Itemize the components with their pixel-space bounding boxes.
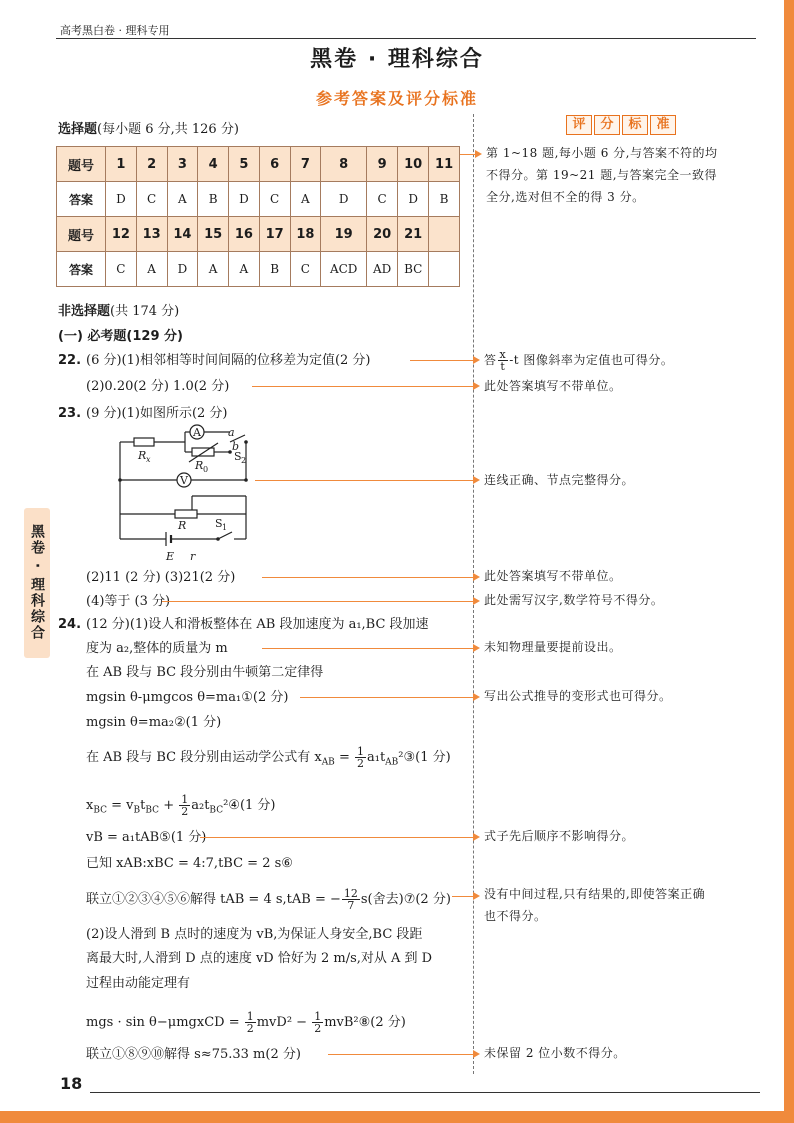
callout-arrow — [452, 896, 478, 897]
running-header — [56, 20, 756, 39]
q24-line9: 已知 xAB:xBC = 4:7,tBC = 2 s⑥ — [86, 856, 293, 871]
table-cell: AD — [367, 252, 398, 287]
q24-line6: 在 AB 段与 BC 段分别由运动学公式有 $x_{AB}$ = $\frac{1}{2}$ $a_1t_{AB}^2③(1$ 分) — [86, 745, 451, 770]
q24-line2: 度为 a₂,整体的质量为 m — [86, 641, 228, 656]
note-q24-process-2: 也不得分。 — [484, 909, 547, 923]
s2-subscript: 2 — [241, 456, 247, 465]
page-title: 黑卷 · 理科综合 — [310, 47, 484, 72]
callout-arrow — [162, 601, 478, 602]
right-edge-stripe — [784, 0, 794, 1123]
side-tab — [24, 508, 50, 658]
note-q23-wiring: 连线正确、节点完整得分。 — [484, 473, 635, 487]
fraction: $\frac{x}{t}$ — [499, 348, 507, 373]
table-cell: 6 — [259, 147, 290, 182]
table-cell: 21 — [398, 217, 429, 252]
q24-line11: (2)设人滑到 B 点时的速度为 vB,为保证人身安全,BC 段距 — [86, 927, 423, 942]
q24-line12: 离最大时,人滑到 D 点的速度 vD 恰好为 2 m/s,对从 A 到 D — [86, 951, 433, 966]
table-cell: A — [167, 182, 198, 217]
table-cell — [429, 252, 460, 287]
table-cell: C — [367, 182, 398, 217]
callout-arrow — [410, 360, 478, 361]
table-cell: 17 — [259, 217, 290, 252]
badge-char: 评 — [566, 115, 592, 135]
voltmeter-label: V — [180, 474, 188, 487]
callout-arrow — [328, 1054, 478, 1055]
switch-contact — [216, 537, 220, 541]
fraction: $\frac{1}{2}$ — [314, 1010, 322, 1035]
callout-arrow — [460, 154, 480, 155]
table-cell: 20 — [367, 217, 398, 252]
table-cell: 14 — [167, 217, 198, 252]
note-q24-forms: 写出公式推导的变形式也可得分。 — [484, 689, 672, 703]
switch-s1-blade — [218, 532, 232, 539]
table-cell: C — [290, 252, 321, 287]
q24-line7: $x_{BC} = v_Bt_{BC}$ + $\frac{1}{2}$ $a_2t_{BC}^2④(1$ 分) — [86, 793, 276, 818]
footer-rule — [90, 1092, 760, 1093]
internal-r-label: r — [190, 550, 196, 563]
note-choice-1: 第 1~18 题,每小题 6 分,与答案不符的均 — [486, 146, 718, 160]
table-cell: 11 — [429, 147, 460, 182]
table-cell: C — [136, 182, 167, 217]
table-cell: 7 — [290, 147, 321, 182]
table-cell: 4 — [198, 147, 229, 182]
junction-node — [118, 478, 122, 482]
row-label: 答案 — [57, 182, 106, 217]
table-cell: 12 — [106, 217, 137, 252]
rx-label: R — [138, 449, 147, 462]
table-cell: 9 — [367, 147, 398, 182]
row-label: 题号 — [57, 147, 106, 182]
question-number: 24. — [58, 617, 82, 632]
callout-arrow — [262, 577, 478, 578]
fraction: $\frac{1}{2}$ — [246, 1010, 254, 1035]
choice-heading: 选择题(每小题 6 分,共 126 分) — [58, 122, 239, 137]
junction-node — [244, 478, 248, 482]
q24-line10: 联立①②③④⑤⑥解得 tAB = 4 s,tAB = − $\frac{12}{7}$ s(舍去)⑦(2 分) — [86, 887, 451, 912]
fraction: $\frac{12}{7}$ — [343, 887, 358, 912]
q24-line15: 联立①⑧⑨⑩解得 s≈75.33 m(2 分) — [86, 1047, 301, 1062]
table-cell: A — [136, 252, 167, 287]
table-cell: 3 — [167, 147, 198, 182]
table-cell: B — [259, 252, 290, 287]
table-cell: D — [321, 182, 367, 217]
table-cell: D — [398, 182, 429, 217]
column-divider — [473, 114, 474, 1074]
r0-subscript: 0 — [203, 465, 209, 474]
row-label: 题号 — [57, 217, 106, 252]
table-cell: B — [429, 182, 460, 217]
terminal-b-label: b — [232, 440, 240, 453]
table-cell: D — [167, 252, 198, 287]
table-cell: C — [106, 252, 137, 287]
note-q22-units: 此处答案填写不带单位。 — [484, 379, 622, 393]
note-q23-units: 此处答案填写不带单位。 — [484, 569, 622, 583]
q24-line13: 过程由动能定理有 — [86, 976, 191, 991]
table-cell: 18 — [290, 217, 321, 252]
note-q24-process-1: 没有中间过程,只有结果的,即使答案正确 — [484, 887, 706, 901]
q22-line2: (2)0.20(2 分) 1.0(2 分) — [86, 379, 230, 394]
terminal-a-label: a — [228, 426, 235, 439]
q22-line1: (6 分)(1)相邻相等时间间隔的位移差为定值(2 分) — [86, 353, 371, 368]
table-row — [57, 217, 460, 252]
table-row — [57, 252, 460, 287]
switch-contact — [244, 440, 248, 444]
page-number: 18 — [60, 1074, 83, 1093]
ammeter-label: A — [193, 426, 201, 439]
answer-table — [56, 146, 460, 287]
table-cell: 2 — [136, 147, 167, 182]
q23-line2: (2)11 (2 分) (3)21(2 分) — [86, 570, 236, 585]
question-number: 22. — [58, 353, 82, 368]
q24-line8: vB = a₁tAB⑤(1 分) — [86, 830, 207, 845]
callout-arrow — [255, 480, 478, 481]
scoring-standard-badge — [566, 115, 676, 135]
callout-arrow — [262, 648, 478, 649]
row-label: 答案 — [57, 252, 106, 287]
side-tab-label: 黑卷 · 理科综合 — [29, 524, 45, 642]
table-cell: B — [198, 182, 229, 217]
table-cell: 13 — [136, 217, 167, 252]
table-cell: D — [106, 182, 137, 217]
table-cell: 15 — [198, 217, 229, 252]
running-title: 高考黑白卷 · 理科专用 — [60, 24, 170, 37]
r-label: R — [178, 519, 187, 532]
table-cell: A — [229, 252, 260, 287]
badge-char: 分 — [594, 115, 620, 135]
s2-label: S — [234, 450, 242, 463]
q24-line5: mgsin θ=ma₂②(1 分) — [86, 715, 222, 730]
callout-arrow — [252, 386, 478, 387]
table-cell: 1 — [106, 147, 137, 182]
rx-subscript: x — [146, 455, 151, 464]
note-choice-2: 不得分。第 19~21 题,与答案完全一致得 — [486, 168, 718, 182]
q24-line1: (12 分)(1)设人和滑板整体在 AB 段加速度为 a₁,BC 段加速 — [86, 617, 429, 632]
table-cell — [429, 217, 460, 252]
table-cell: A — [290, 182, 321, 217]
table-cell: A — [198, 252, 229, 287]
callout-arrow — [300, 697, 478, 698]
note-choice-3: 全分,选对但不全的得 3 分。 — [486, 190, 645, 204]
s1-subscript: 1 — [222, 523, 228, 532]
table-cell: ACD — [321, 252, 367, 287]
table-cell: 16 — [229, 217, 260, 252]
q23-line1: (9 分)(1)如图所示(2 分) — [86, 406, 228, 421]
table-cell: D — [229, 182, 260, 217]
page-subtitle: 参考答案及评分标准 — [315, 89, 478, 108]
badge-char: 标 — [622, 115, 648, 135]
circuit-diagram — [110, 424, 280, 564]
table-cell: C — [259, 182, 290, 217]
badge-char: 准 — [650, 115, 676, 135]
emf-label: E — [166, 550, 175, 563]
fraction: $\frac{1}{2}$ — [356, 745, 364, 770]
required-heading: (一) 必考题(129 分) — [58, 329, 183, 344]
note-q24-order: 式子先后顺序不影响得分。 — [484, 829, 635, 843]
q24-line3: 在 AB 段与 BC 段分别由牛顿第二定律得 — [86, 665, 324, 680]
callout-arrow — [200, 837, 478, 838]
bottom-edge-stripe — [0, 1111, 794, 1123]
table-cell: 10 — [398, 147, 429, 182]
table-row — [57, 147, 460, 182]
note-q24-unknowns: 未知物理量要提前设出。 — [484, 640, 622, 654]
nonchoice-heading: 非选择题(共 174 分) — [58, 304, 180, 319]
table-row — [57, 182, 460, 217]
table-cell: 19 — [321, 217, 367, 252]
q24-line4: mgsin θ-μmgcos θ=ma₁①(2 分) — [86, 690, 289, 705]
resistor-r0-symbol — [192, 448, 214, 456]
table-cell: BC — [398, 252, 429, 287]
table-cell: 8 — [321, 147, 367, 182]
rheostat-symbol — [175, 510, 197, 518]
table-cell: 5 — [229, 147, 260, 182]
s1-label: S — [215, 517, 223, 530]
fraction: $\frac{1}{2}$ — [181, 793, 189, 818]
note-q24-decimals: 未保留 2 位小数不得分。 — [484, 1046, 626, 1060]
question-number: 23. — [58, 406, 82, 421]
q24-line14: mgs · sin θ−μmgxCD = $\frac{1}{2}$ mvD² − $\frac{1}{2}$ mvB²⑧(2 分) — [86, 1010, 406, 1035]
note-q23-chinese: 此处需写汉字,数学符号不得分。 — [484, 593, 664, 607]
r0-label: R — [195, 459, 204, 472]
resistor-rx-symbol — [134, 438, 154, 446]
q23-line3: (4)等于 (3 分) — [86, 594, 171, 609]
note-q22-slope: 答 $\frac{x}{t}$ -t 图像斜率为定值也可得分。 — [484, 348, 674, 373]
